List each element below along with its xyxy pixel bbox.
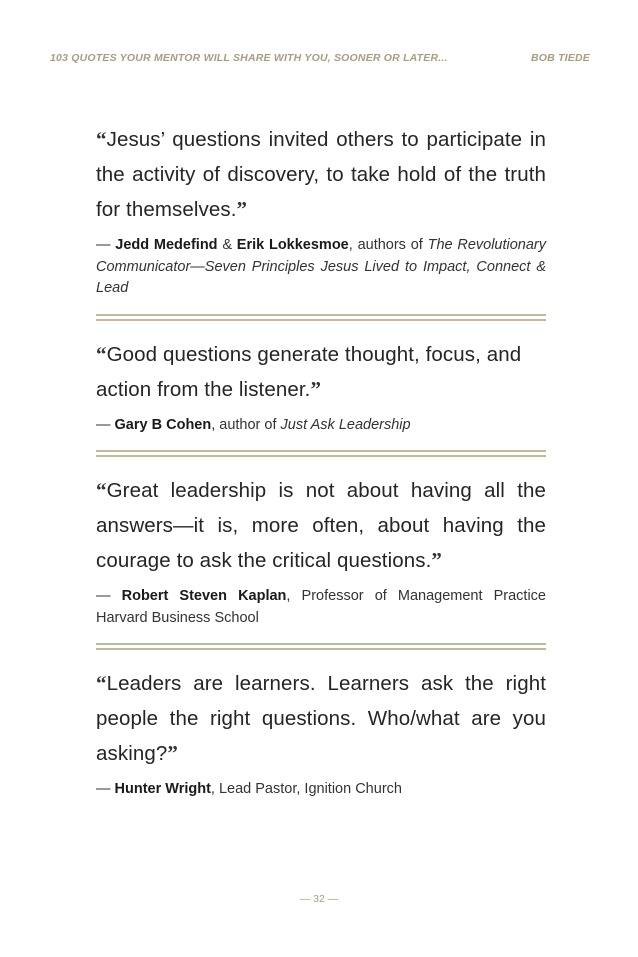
divider <box>96 643 546 650</box>
work-title: The Revolutionary Communicator—Seven Principles Jesus Lived to Impact, Connect & Lead <box>96 237 547 296</box>
quote-text: “Great leadership is not about having all the answers—it is, more often, about having the courage to ask the critical questions.” <box>96 478 546 572</box>
quote-attribution: — Hunter Wright, Lead Pastor, Ignition Church <box>96 781 402 797</box>
author-name: Jedd Medefind <box>115 237 218 253</box>
close-quote-mark: ” <box>167 741 178 765</box>
quote-attribution: — Jedd Medefind & Erik Lokkesmoe, authors of The Revolutionary Communicator—Seven Principles Jesus Lived to Impact, Connect & Lead <box>96 237 547 296</box>
divider <box>96 314 546 321</box>
quote-list <box>96 122 546 801</box>
book-author: BOB TIEDE <box>531 52 590 64</box>
work-title: Just Ask Leadership <box>280 416 411 433</box>
quote-block <box>96 666 546 801</box>
open-quote-mark: “ <box>96 127 107 151</box>
quote-text: “Leaders are learners. Learners ask the right people the right questions. Who/what are you asking?” <box>96 671 546 765</box>
close-quote-mark: ” <box>431 548 443 572</box>
divider <box>96 450 546 457</box>
quote-block <box>96 122 546 300</box>
quote-attribution: — Gary B Cohen, author of Just Ask Leadership <box>96 416 411 433</box>
open-quote-mark: “ <box>96 478 107 502</box>
quote-text: “Jesus’ questions invited others to participate in the activity of discovery, to take hold of the truth for themselves.” <box>96 127 546 221</box>
open-quote-mark: “ <box>96 671 107 695</box>
author-name: Robert Steven Kaplan <box>121 588 287 604</box>
author-name: Hunter Wright <box>114 781 211 797</box>
quote-block <box>96 337 546 437</box>
page-number: — 32 — <box>299 893 339 905</box>
quote-block <box>96 473 546 629</box>
open-quote-mark: “ <box>96 341 107 366</box>
author-name: Erik Lokkesmoe <box>236 237 349 253</box>
running-header <box>50 52 590 64</box>
quote-attribution: — Robert Steven Kaplan, Professor of Management Practice Harvard Business School <box>96 588 546 626</box>
author-name: Gary B Cohen <box>114 416 212 433</box>
close-quote-mark: ” <box>236 197 248 221</box>
book-title: 103 QUOTES YOUR MENTOR WILL SHARE WITH YOU, SOONER OR LATER... <box>50 52 448 64</box>
quote-text: “Good questions generate thought, focus, and action from the listener.” <box>96 341 522 401</box>
close-quote-mark: ” <box>310 376 322 401</box>
